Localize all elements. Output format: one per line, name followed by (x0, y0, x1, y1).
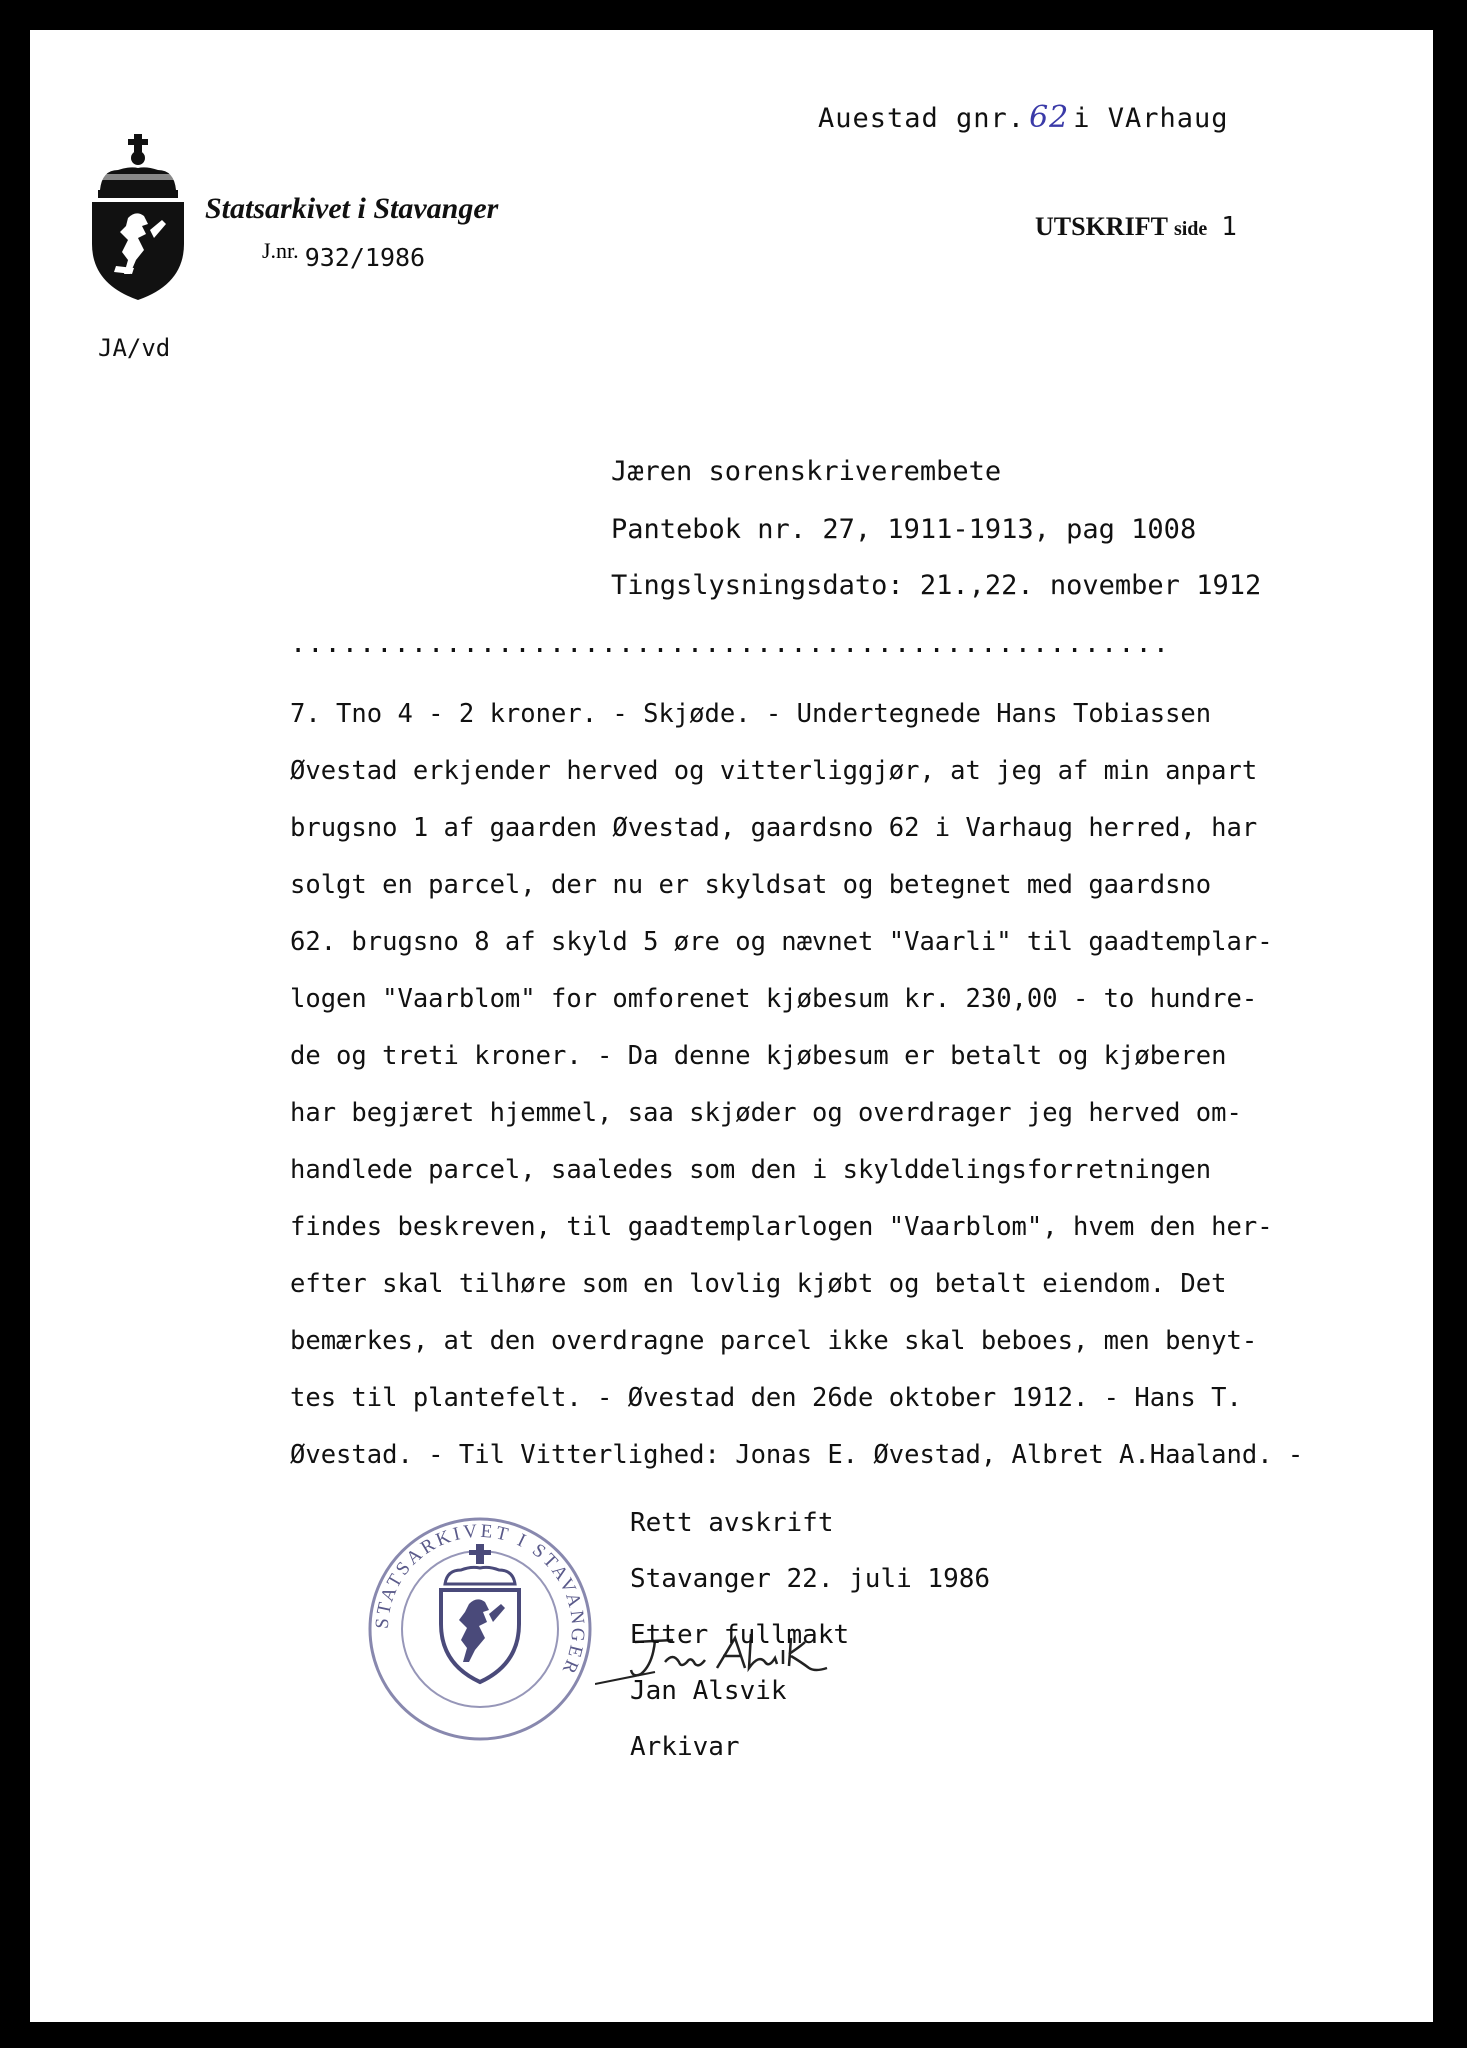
signer-title: Arkivar (630, 1732, 740, 1762)
signer-name: Jan Alsvik (630, 1676, 787, 1706)
certification-authority: Etter fullmakt (630, 1620, 850, 1650)
property-reference (818, 100, 1229, 135)
source-office: Jæren sorenskriverembete (611, 456, 1002, 487)
body-line: solgt en parcel, der nu er skyldsat og betegnet med gaardsno (290, 870, 1212, 900)
body-line: logen "Vaarblom" for omforenet kjøbesum kr. 230,00 - to hundre- (290, 984, 1258, 1014)
transcription-body (290, 694, 1400, 1492)
side-label: side (1173, 218, 1208, 240)
body-line: handlede parcel, saaledes som den i skylddelingsforretningen (290, 1155, 1212, 1185)
body-line: 62. brugsno 8 af skyld 5 øre og nævnet "Vaarli" til gaadtemplar- (290, 927, 1273, 957)
gnr-handwritten: 62 (1029, 100, 1070, 135)
location-suffix: i VArhaug (1073, 103, 1229, 134)
certification-place-date: Stavanger 22. juli 1986 (630, 1564, 991, 1594)
body-line: tes til plantefelt. - Øvestad den 26de oktober 1912. - Hans T. (290, 1383, 1242, 1413)
initials: JA/vd (98, 334, 171, 362)
body-line: de og treti kroner. - Da denne kjøbesum er betalt og kjøberen (290, 1041, 1227, 1071)
scan-border-bottom (0, 2022, 1467, 2048)
jnr-value: 932/1986 (304, 243, 426, 272)
body-line: findes beskreven, til gaadtemplarlogen "Vaarblom", hvem den her- (290, 1212, 1273, 1242)
coat-of-arms-icon (88, 134, 188, 302)
body-line: Øvestad erkjender herved og vitterliggjør, at jeg af min anpart (290, 756, 1258, 786)
utskrift-label: UTSKRIFT (1035, 212, 1168, 241)
body-line: har begjæret hjemmel, saa skjøder og overdrager jeg herved om- (290, 1098, 1242, 1128)
scan-border-top (0, 0, 1467, 30)
scan-border-left (0, 0, 30, 2048)
side-number: 1 (1221, 212, 1237, 242)
certification-line: Rett avskrift (630, 1508, 834, 1538)
source-date: Tingslysningsdato: 21.,22. november 1912 (611, 570, 1262, 601)
dotted-separator: ................................................... (290, 628, 1171, 659)
jnr-label: J.nr. (262, 238, 299, 263)
journal-number (262, 238, 425, 272)
location-prefix: Auestad gnr. (818, 103, 1026, 134)
body-line: efter skal tilhøre som en lovlig kjøbt og betalt eiendom. Det (290, 1269, 1227, 1299)
body-line: bemærkes, at den overdragne parcel ikke skal beboes, men benyt- (290, 1326, 1258, 1356)
body-line: Øvestad. - Til Vitterlighed: Jonas E. Øvestad, Albret A.Haaland. - (290, 1440, 1304, 1470)
source-book: Pantebok nr. 27, 1911-1913, pag 1008 (611, 514, 1197, 545)
stamp-text: STATSARKIVET I STAVANGER (371, 1520, 589, 1680)
body-line: 7. Tno 4 - 2 kroner. - Skjøde. - Undertegnede Hans Tobiassen (290, 699, 1212, 729)
body-line: brugsno 1 af gaarden Øvestad, gaardsno 62 i Varhaug herred, har (290, 813, 1258, 843)
scan-border-right (1433, 0, 1467, 2048)
archive-name: Statsarkivet i Stavanger (205, 192, 499, 225)
utskrift-heading (1035, 212, 1237, 242)
official-stamp-icon (365, 1514, 595, 1744)
